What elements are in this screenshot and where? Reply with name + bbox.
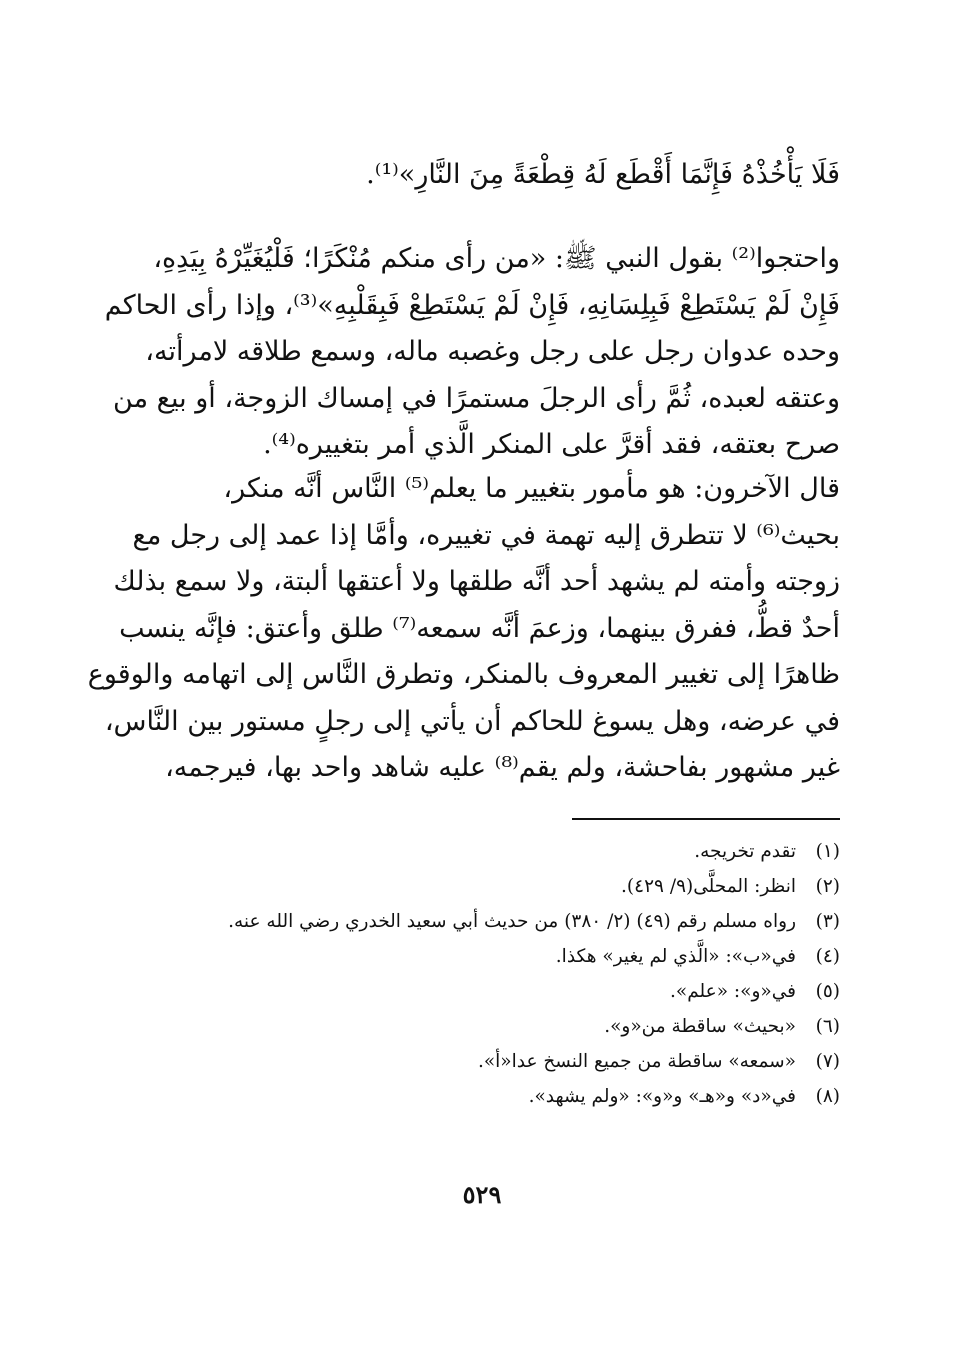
footnote-number: (٤) <box>815 946 840 967</box>
text-line: وحده عدوان رجل على رجل وغصبه ماله، وسمع طلاقه لامرأته، <box>145 336 840 367</box>
footnote-number: (٦) <box>815 1016 840 1037</box>
footnote-text: تقدم تخريجه. <box>694 841 796 862</box>
text-line: في عرضه، وهل يسوغ للحاكم أن يأتي إلى رجلٍ مستور بين النَّاس، <box>104 705 840 737</box>
footnote-number: (٣) <box>815 911 840 932</box>
footnote-text: «بحيث» ساقطة من«و». <box>604 1016 796 1037</box>
footnote-item <box>148 904 840 939</box>
footnote-item <box>148 1044 840 1079</box>
footnote-item <box>148 974 840 1009</box>
footnote-text: انظر: المحلَّى(٩/ ٤٢٩). <box>621 876 796 897</box>
footnote-divider <box>572 818 840 820</box>
text-line: فَإِنْ لَمْ يَسْتَطِعْ فَبِلِسَانِهِ، فَإِنْ لَمْ يَسْتَطِعْ فَبِقَلْبِهِ»⁽³⁾، وإذا رأى الحاكم <box>104 289 840 321</box>
text-line: أحدٌ قطُّ، ففرق بينهما، وزعمَ أنَّه سمعه⁽⁷⁾ طلق وأعتق: فإنَّه ينسب <box>119 612 840 644</box>
footnote-number: (٧) <box>815 1051 840 1072</box>
footnote-number: (٢) <box>815 876 840 897</box>
footnote-text: في«د» و«هـ» و«و»: «ولم يشهد». <box>528 1086 796 1107</box>
footnote-item <box>148 1079 840 1114</box>
footnote-item <box>148 834 840 869</box>
footnote-text: في«ب»: «الَّذي لم يغير» هكذا. <box>555 946 796 967</box>
text-line: فَلَا يَأْخُذْهُ فَإِنَّمَا أَقْطَع لَهُ قِطْعَةً مِنَ النَّارِ»⁽¹⁾. <box>366 159 840 190</box>
footnote-number: (١) <box>815 841 840 862</box>
text-line: صرح بعتقه، فقد أقرَّ على المنكر الَّذي أمر بتغييره⁽⁴⁾. <box>263 429 840 460</box>
footnote-number: (٨) <box>815 1086 840 1107</box>
text-line: بحيث⁽⁶⁾ لا تتطرق إليه تهمة في تغييره، وأمَّا إذا عمد إلى رجل مع <box>132 519 840 551</box>
footnote-number: (٥) <box>815 981 840 1002</box>
text-line: قال الآخرون: هو مأمور بتغيير ما يعلم⁽⁵⁾ النَّاس أنَّه منكر، <box>223 473 840 504</box>
text-line: غير مشهور بفاحشة، ولم يقم⁽⁸⁾ عليه شاهد واحد بها، فيرجمه، <box>165 752 840 783</box>
footnote-item <box>148 1009 840 1044</box>
text-line: زوجته وأمته لم يشهد أحد أنَّه طلقها ولا أعتقها ألبتة، ولا سمع بذلك <box>113 566 840 597</box>
text-line: واحتجوا⁽²⁾ بقول النبي ﷺ: «من رأى منكم مُنْكَرًا؛ فَلْيُغَيِّرْهُ بِيَدِهِ، <box>153 243 840 274</box>
footnote-item <box>148 869 840 904</box>
paragraph-2 <box>104 236 840 469</box>
text-line: وعتقه لعبده، ثُمَّ رأى الرجلَ مستمرًا في إمساك الزوجة، أو بيع من <box>113 382 840 414</box>
footnote-text: في«و»: «علم». <box>670 981 796 1002</box>
footnote-item <box>148 939 840 974</box>
paragraph-1 <box>148 152 840 199</box>
text-line: ظاهرًا إلى تغيير المعروف بالمنكر، وتطرق النَّاس إلى اتهامه والوقوع <box>87 659 840 690</box>
footnotes <box>148 834 840 1114</box>
footnote-text: رواه مسلم رقم (٤٩) (٢/ ٣٨٠) من حديث أبي سعيد الخدري رضي الله عنه. <box>228 911 796 932</box>
paragraph-3 <box>87 466 840 792</box>
footnote-text: «سمعه» ساقطة من جميع النسخ عدا«أ». <box>477 1051 796 1072</box>
page-number: ٥٢٩ <box>462 1180 502 1209</box>
